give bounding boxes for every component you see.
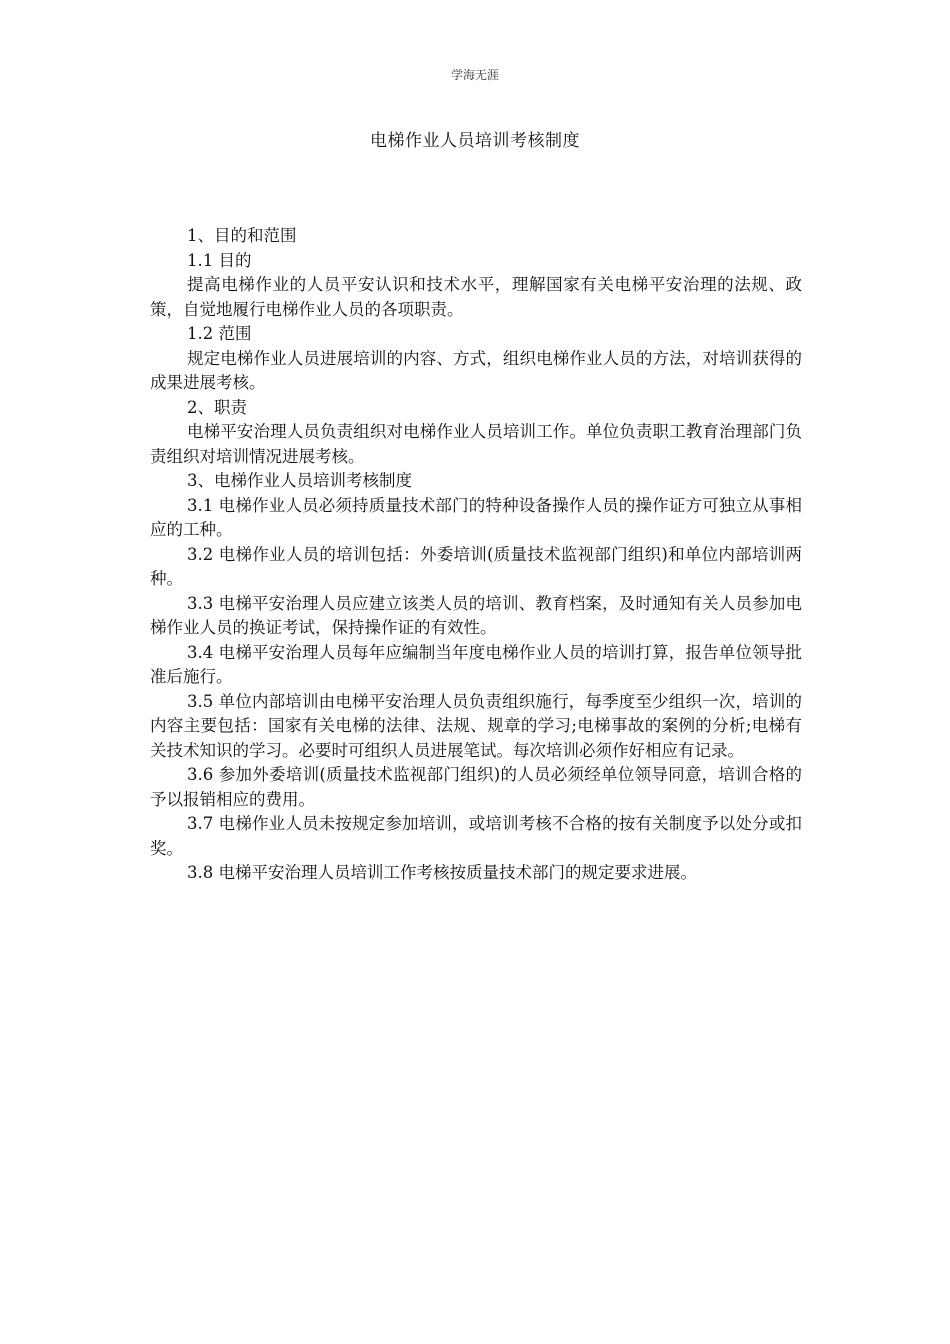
clause-3-4: 3.4 电梯平安治理人员每年应编制当年度电梯作业人员的培训打算，报告单位领导批准后施行。	[150, 642, 802, 686]
document-body	[150, 224, 802, 886]
document-title: 电梯作业人员培训考核制度	[370, 131, 580, 151]
clause-3-8: 3.8 电梯平安治理人员培训工作考核按质量技术部门的规定要求进展。	[187, 863, 697, 882]
paragraph: 提高电梯作业的人员平安认识和技术水平，理解国家有关电梯平安治理的法规、政策，自觉地履行电梯作业人员的各项职责。	[150, 275, 802, 319]
section-heading-3: 3、电梯作业人员培训考核制度	[187, 471, 412, 490]
page-header: 学海无涯	[450, 68, 499, 82]
clause-3-7: 3.7 电梯作业人员未按规定参加培训，或培训考核不合格的按有关制度予以处分或扣奖。	[150, 814, 802, 858]
paragraph: 电梯平安治理人员负责组织对电梯作业人员培训工作。单位负责职工教育治理部门负责组织对培训情况进展考核。	[150, 422, 802, 466]
subsection-heading-1-1: 1.1 目的	[187, 250, 252, 270]
clause-3-2: 3.2 电梯作业人员的培训包括：外委培训(质量技术监视部门组织)和单位内部培训两种。	[150, 544, 802, 588]
section-heading-2: 2、职责	[187, 397, 247, 417]
clause-3-1: 3.1 电梯作业人员必须持质量技术部门的特种设备操作人员的操作证方可独立从事相应的工种。	[150, 495, 802, 539]
clause-3-5: 3.5 单位内部培训由电梯平安治理人员负责组织施行，每季度至少组织一次，培训的内容主要包括：国家有关电梯的法律、法规、规章的学习;电梯事故的案例的分析;电梯有关技术知识的学习。必要时可组织人员进展笔试。每次培训必须作好相应有记录。	[150, 691, 802, 760]
clause-3-6: 3.6 参加外委培训(质量技术监视部门组织)的人员必须经单位领导同意，培训合格的予以报销相应的费用。	[150, 765, 802, 809]
subsection-heading-1-2: 1.2 范围	[187, 324, 252, 343]
clause-3-3: 3.3 电梯平安治理人员应建立该类人员的培训、教育档案，及时通知有关人员参加电梯作业人员的换证考试，保持操作证的有效性。	[150, 593, 802, 637]
paragraph: 规定电梯作业人员进展培训的内容、方式，组织电梯作业人员的方法，对培训获得的成果进展考核。	[150, 348, 802, 392]
section-heading-1: 1、目的和范围	[187, 226, 297, 245]
